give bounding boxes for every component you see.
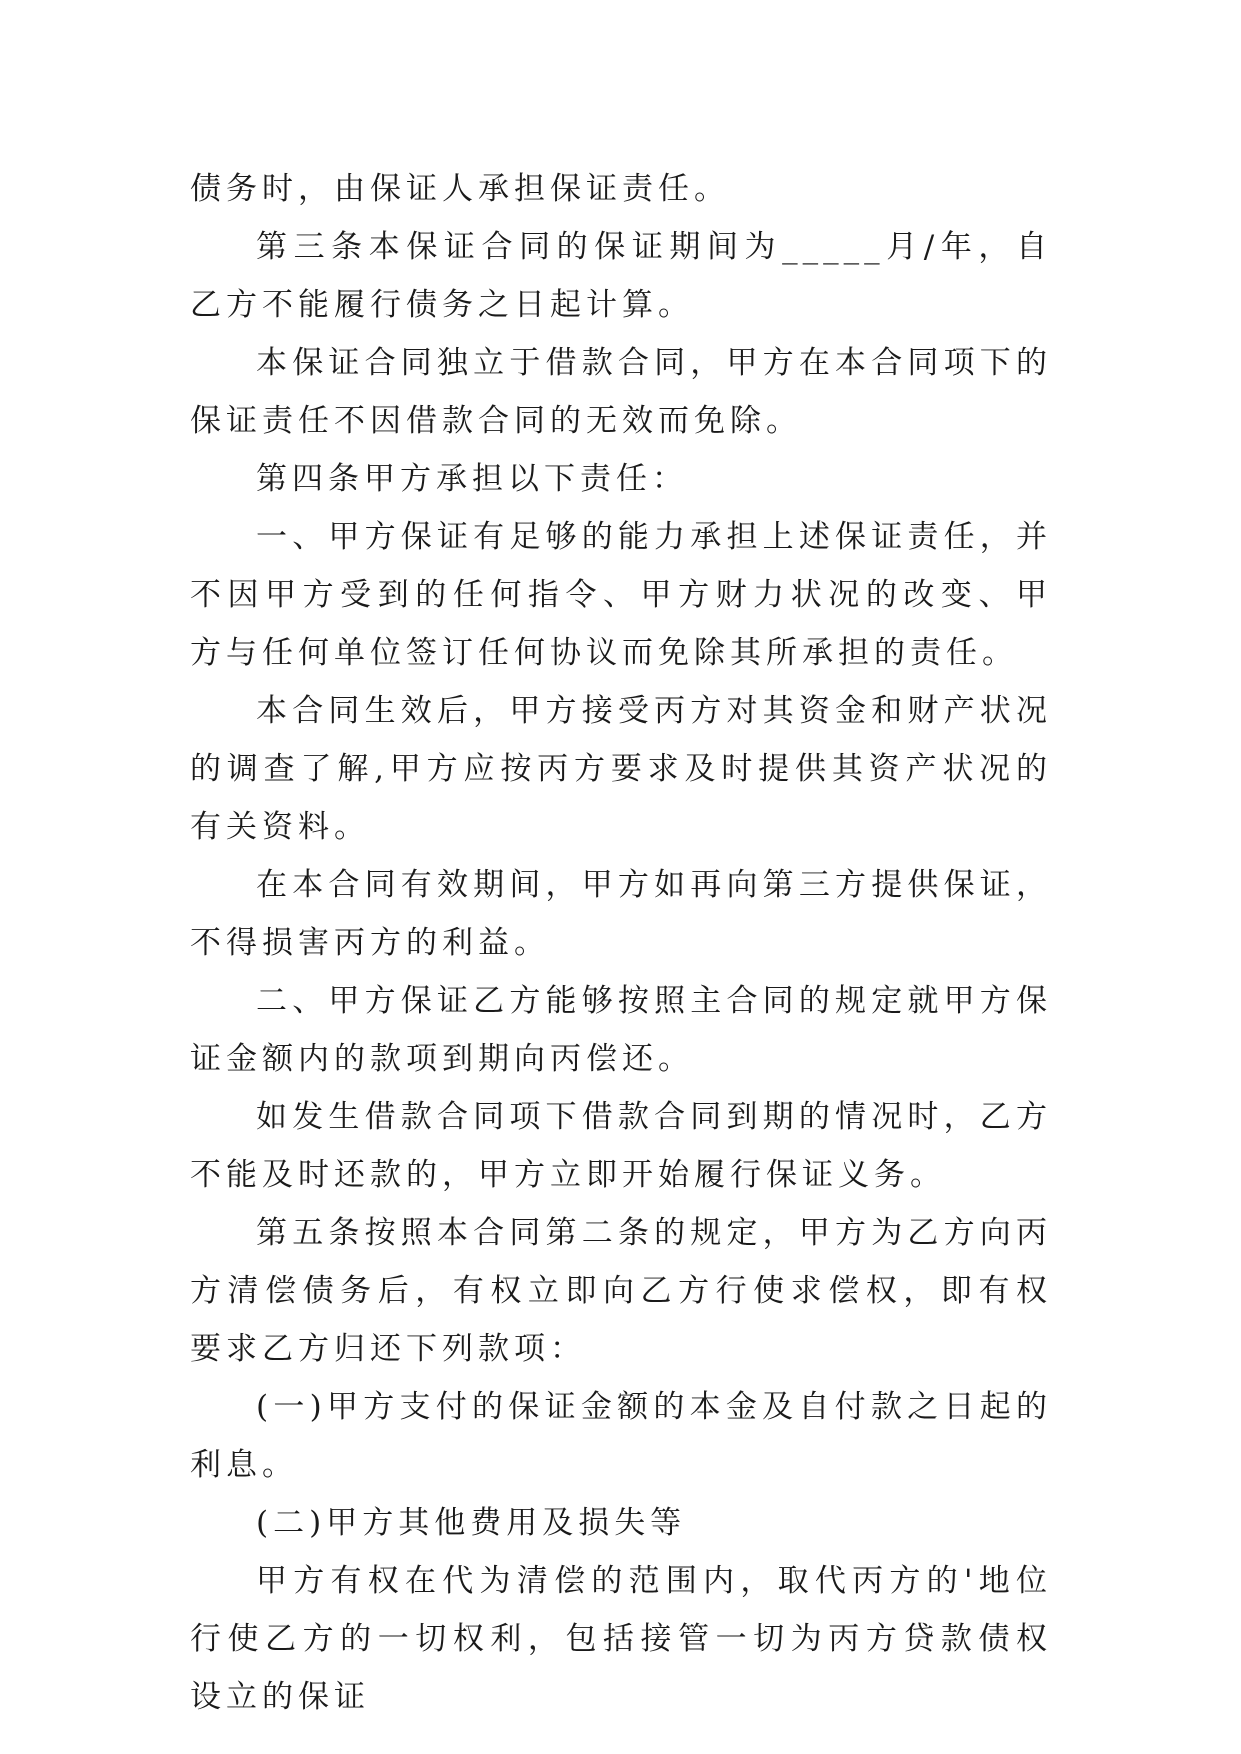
paragraph-independence: 本保证合同独立于借款合同，甲方在本合同项下的保证责任不因借款合同的无效而免除。	[190, 345, 1052, 439]
paragraph-article-4-item-2: 二、甲方保证乙方能够按照主合同的规定就甲方保证金额内的款项到期向丙偿还。	[190, 983, 1052, 1077]
paragraph-item-principal: (一)甲方支付的保证金额的本金及自付款之日起的利息。	[190, 1389, 1052, 1483]
paragraph-item-expenses: (二)甲方其他费用及损失等	[256, 1505, 687, 1541]
document-body	[190, 160, 1052, 1726]
paragraph-subrogation: 甲方有权在代为清偿的范围内，取代丙方的'地位行使乙方的一切权利，包括接管一切为丙方贷款债权设立的保证	[190, 1563, 1052, 1715]
paragraph-article-5: 第五条按照本合同第二条的规定，甲方为乙方向丙方清偿债务后，有权立即向乙方行使求偿权，即有权要求乙方归还下列款项：	[190, 1215, 1052, 1367]
paragraph-third-party: 在本合同有效期间，甲方如再向第三方提供保证，不得损害丙方的利益。	[190, 867, 1052, 961]
paragraph-continuation: 债务时，由保证人承担保证责任。	[190, 171, 730, 207]
paragraph-investigation: 本合同生效后，甲方接受丙方对其资金和财产状况的调查了解,甲方应按丙方要求及时提供其资产状况的有关资料。	[190, 693, 1052, 845]
paragraph-default: 如发生借款合同项下借款合同到期的情况时，乙方不能及时还款的，甲方立即开始履行保证义务。	[190, 1099, 1052, 1193]
paragraph-article-4-heading: 第四条甲方承担以下责任：	[256, 461, 688, 497]
paragraph-article-4-item-1: 一、甲方保证有足够的能力承担上述保证责任，并不因甲方受到的任何指令、甲方财力状况的改变、甲方与任何单位签订任何协议而免除其所承担的责任。	[190, 519, 1052, 671]
paragraph-article-3: 第三条本保证合同的保证期间为_____月/年，自乙方不能履行债务之日起计算。	[190, 229, 1052, 323]
